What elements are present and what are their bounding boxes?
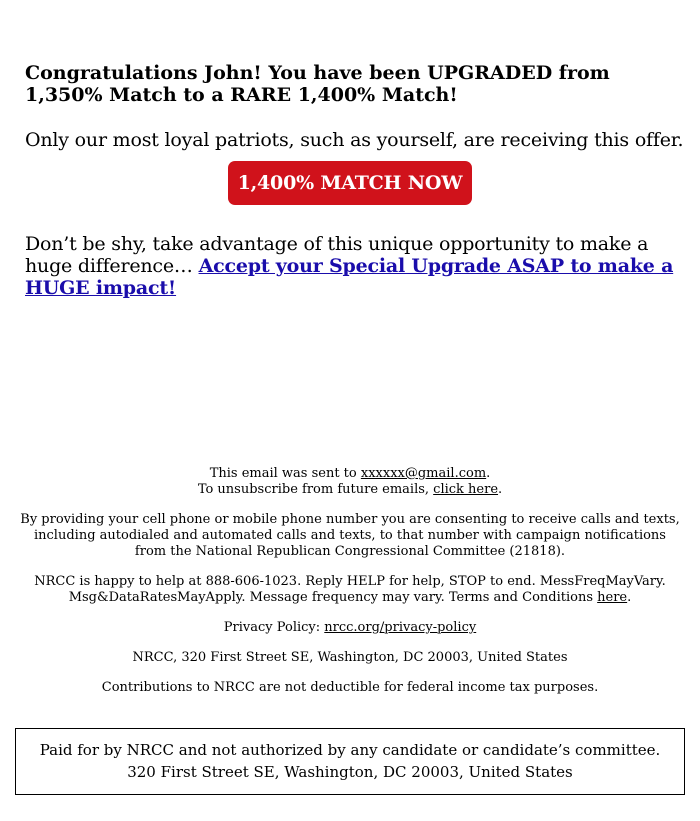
help-paragraph xyxy=(20,574,680,606)
paid-for-disclaimer: Paid for by NRCC and not authorized by any candidate or candidate’s committee. 320 First Street SE, Washington, DC 20003, United States xyxy=(15,728,685,795)
privacy-paragraph xyxy=(20,620,680,636)
cta-container xyxy=(228,161,472,205)
unsubscribe-label: To unsubscribe from future emails, xyxy=(197,482,434,497)
sent-to-label: This email was sent to xyxy=(209,466,361,481)
sent-suffix: . xyxy=(486,466,491,481)
terms-suffix: . xyxy=(627,590,632,605)
address-text: NRCC, 320 First Street SE, Washington, DC 20003, United States xyxy=(132,650,568,665)
consent-text: By providing your cell phone or mobile phone number you are consenting to receive calls and texts, including autodialed and automated calls and texts, to that number with campaign notifications from the National Republican Congressional Committee (21818). xyxy=(20,512,680,559)
help-text: NRCC is happy to help at 888-606-1023. Reply HELP for help, STOP to end. MessFreqMayVary. Msg&DataRatesMayApply. Message frequency may vary. Terms and Conditions xyxy=(34,574,666,605)
footer xyxy=(20,466,680,710)
intro-text: Only our most loyal patriots, such as yourself, are receiving this offer. xyxy=(25,129,684,151)
privacy-label: Privacy Policy: xyxy=(223,620,325,635)
headline: Congratulations John! You have been UPGRADED from 1,350% Match to a RARE 1,400% Match! xyxy=(25,62,610,106)
body-paragraph xyxy=(25,233,675,299)
unsub-suffix: . xyxy=(498,482,503,497)
footer-sent-unsub xyxy=(20,466,680,498)
tax-disclaimer: Contributions to NRCC are not deductible for federal income tax purposes. xyxy=(101,680,599,695)
unsubscribe-link[interactable]: click here xyxy=(433,482,499,497)
recipient-email-link[interactable]: xxxxxx@gmail.com xyxy=(360,466,487,481)
privacy-policy-link[interactable]: nrcc.org/privacy-policy xyxy=(324,620,477,635)
match-now-button[interactable]: 1,400% MATCH NOW xyxy=(228,161,472,205)
accept-upgrade-link[interactable]: Accept your Special Upgrade ASAP to make a HUGE impact! xyxy=(25,255,674,299)
terms-link[interactable]: here xyxy=(597,590,628,605)
body-text: Don’t be shy, take advantage of this unique opportunity to make a huge difference… xyxy=(25,233,649,277)
